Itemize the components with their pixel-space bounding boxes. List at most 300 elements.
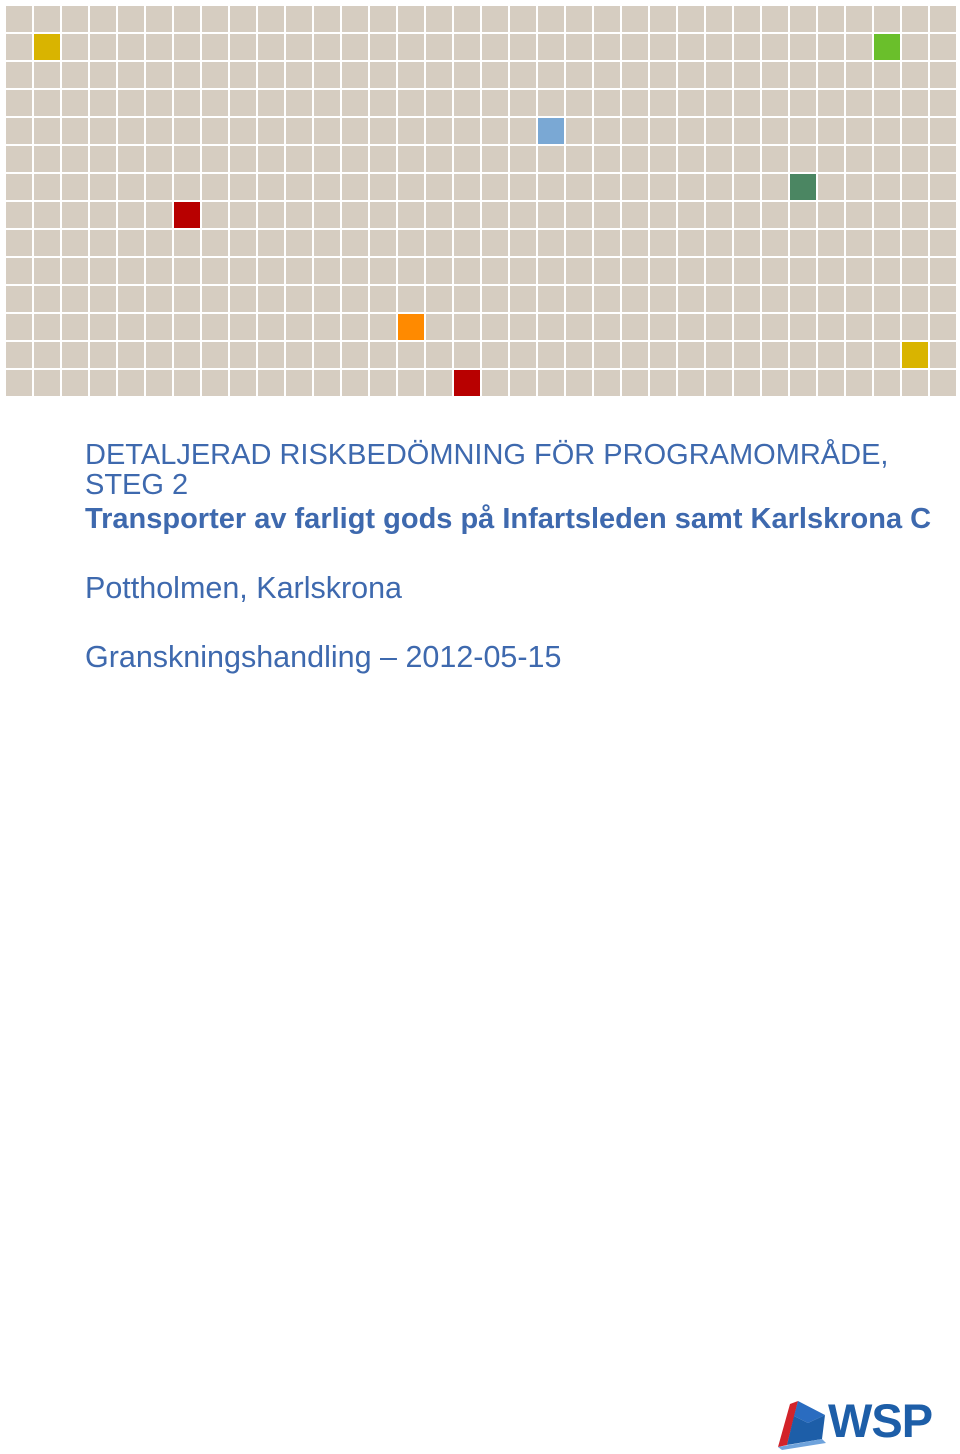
mosaic-cell	[790, 118, 816, 144]
mosaic-cell	[202, 286, 228, 312]
mosaic-cell	[426, 202, 452, 228]
mosaic-cell	[846, 342, 872, 368]
mosaic-cell	[230, 6, 256, 32]
mosaic-cell	[622, 6, 648, 32]
mosaic-cell	[930, 174, 956, 200]
mosaic-cell	[6, 146, 32, 172]
mosaic-cell	[874, 6, 900, 32]
mosaic-cell	[370, 370, 396, 396]
mosaic-cell	[566, 34, 592, 60]
mosaic-cell	[874, 62, 900, 88]
mosaic-cell	[706, 370, 732, 396]
mosaic-cell	[230, 230, 256, 256]
mosaic-cell	[678, 174, 704, 200]
mosaic-cell	[706, 314, 732, 340]
mosaic-cell	[650, 202, 676, 228]
mosaic-cell	[426, 342, 452, 368]
mosaic-cell	[734, 202, 760, 228]
mosaic-cell	[370, 6, 396, 32]
mosaic-cell	[118, 258, 144, 284]
mosaic-cell	[818, 202, 844, 228]
mosaic-cell	[538, 286, 564, 312]
mosaic-cell	[650, 370, 676, 396]
mosaic-cell	[930, 6, 956, 32]
mosaic-cell	[650, 314, 676, 340]
mosaic-cell	[370, 146, 396, 172]
mosaic-cell	[146, 90, 172, 116]
mosaic-cell	[734, 34, 760, 60]
mosaic-cell	[706, 258, 732, 284]
mosaic-cell	[510, 230, 536, 256]
mosaic-cell	[90, 118, 116, 144]
mosaic-cell	[202, 118, 228, 144]
mosaic-cell	[930, 286, 956, 312]
mosaic-cell	[286, 34, 312, 60]
mosaic-cell	[258, 34, 284, 60]
mosaic-cell	[230, 342, 256, 368]
mosaic-cell	[566, 146, 592, 172]
mosaic-cell	[90, 174, 116, 200]
mosaic-cell	[846, 174, 872, 200]
mosaic-cell	[118, 230, 144, 256]
mosaic-cell	[622, 258, 648, 284]
mosaic-cell	[762, 90, 788, 116]
mosaic-cell	[90, 146, 116, 172]
mosaic-accent-cell	[398, 314, 424, 340]
logo-wordmark: WSP	[828, 1394, 933, 1447]
mosaic-cell	[762, 146, 788, 172]
mosaic-cell	[510, 146, 536, 172]
mosaic-cell	[790, 34, 816, 60]
mosaic-cell	[90, 314, 116, 340]
mosaic-cell	[734, 6, 760, 32]
mosaic-cell	[678, 202, 704, 228]
mosaic-cell	[398, 146, 424, 172]
mosaic-cell	[594, 370, 620, 396]
mosaic-cell	[202, 90, 228, 116]
mosaic-cell	[538, 230, 564, 256]
mosaic-cell	[930, 370, 956, 396]
mosaic-cell	[566, 90, 592, 116]
mosaic-cell	[762, 286, 788, 312]
mosaic-cell	[314, 342, 340, 368]
mosaic-cell	[706, 174, 732, 200]
mosaic-cell	[398, 118, 424, 144]
mosaic-cell	[622, 34, 648, 60]
mosaic-cell	[6, 258, 32, 284]
mosaic-cell	[342, 202, 368, 228]
title-line-1: DETALJERAD RISKBEDÖMNING FÖR PROGRAMOMRÅDE,	[85, 439, 889, 471]
mosaic-cell	[734, 258, 760, 284]
mosaic-cell	[650, 286, 676, 312]
mosaic-cell	[538, 62, 564, 88]
mosaic-cell	[370, 286, 396, 312]
mosaic-cell	[118, 370, 144, 396]
mosaic-cell	[846, 258, 872, 284]
mosaic-cell	[342, 230, 368, 256]
mosaic-cell	[174, 90, 200, 116]
mosaic-cell	[62, 34, 88, 60]
mosaic-cell	[370, 230, 396, 256]
mosaic-accent-cell	[790, 174, 816, 200]
mosaic-cell	[286, 174, 312, 200]
mosaic-cell	[902, 90, 928, 116]
mosaic-cell	[118, 62, 144, 88]
mosaic-cell	[146, 118, 172, 144]
mosaic-cell	[790, 342, 816, 368]
mosaic-cell	[482, 174, 508, 200]
mosaic-cell	[762, 258, 788, 284]
mosaic-cell	[62, 286, 88, 312]
mosaic-cell	[762, 6, 788, 32]
mosaic-cell	[818, 314, 844, 340]
mosaic-cell	[398, 286, 424, 312]
mosaic-cell	[314, 62, 340, 88]
mosaic-accent-cell	[454, 370, 480, 396]
mosaic-cell	[90, 258, 116, 284]
mosaic-cell	[90, 6, 116, 32]
mosaic-cell	[6, 230, 32, 256]
mosaic-cell	[902, 118, 928, 144]
mosaic-cell	[342, 370, 368, 396]
mosaic-cell	[510, 62, 536, 88]
mosaic-cell	[594, 90, 620, 116]
mosaic-cell	[482, 342, 508, 368]
mosaic-cell	[146, 34, 172, 60]
mosaic-cell	[426, 146, 452, 172]
mosaic-cell	[678, 118, 704, 144]
mosaic-cell	[314, 202, 340, 228]
mosaic-cell	[622, 230, 648, 256]
mosaic-cell	[818, 342, 844, 368]
mosaic-cell	[174, 314, 200, 340]
mosaic-accent-cell	[34, 34, 60, 60]
mosaic-cell	[510, 370, 536, 396]
mosaic-cell	[314, 90, 340, 116]
mosaic-cell	[538, 202, 564, 228]
mosaic-cell	[230, 34, 256, 60]
mosaic-cell	[482, 314, 508, 340]
mosaic-cell	[118, 90, 144, 116]
mosaic-cell	[734, 90, 760, 116]
mosaic-cell	[454, 202, 480, 228]
mosaic-cell	[874, 118, 900, 144]
mosaic-cell	[762, 370, 788, 396]
mosaic-cell	[426, 174, 452, 200]
mosaic-cell	[566, 258, 592, 284]
mosaic-cell	[622, 370, 648, 396]
mosaic-cell	[258, 146, 284, 172]
mosaic-cell	[482, 370, 508, 396]
mosaic-cell	[622, 342, 648, 368]
mosaic-cell	[790, 90, 816, 116]
mosaic-cell	[818, 90, 844, 116]
mosaic-cell	[6, 370, 32, 396]
mosaic-cell	[510, 258, 536, 284]
mosaic-cell	[342, 34, 368, 60]
mosaic-cell	[706, 118, 732, 144]
mosaic-cell	[538, 90, 564, 116]
mosaic-cell	[342, 314, 368, 340]
mosaic-cell	[510, 314, 536, 340]
mosaic-cell	[678, 34, 704, 60]
mosaic-cell	[146, 286, 172, 312]
mosaic-cell	[342, 6, 368, 32]
mosaic-cell	[706, 146, 732, 172]
mosaic-cell	[426, 118, 452, 144]
mosaic-cell	[566, 314, 592, 340]
mosaic-cell	[594, 174, 620, 200]
mosaic-cell	[426, 370, 452, 396]
mosaic-cell	[454, 342, 480, 368]
mosaic-cell	[286, 202, 312, 228]
wsp-logo-mark-icon	[777, 1398, 827, 1450]
mosaic-cell	[202, 174, 228, 200]
mosaic-cell	[482, 62, 508, 88]
mosaic-cell	[286, 90, 312, 116]
mosaic-accent-cell	[902, 342, 928, 368]
mosaic-cell	[454, 286, 480, 312]
mosaic-cell	[874, 314, 900, 340]
mosaic-cell	[398, 230, 424, 256]
mosaic-cell	[370, 118, 396, 144]
mosaic-cell	[342, 62, 368, 88]
mosaic-cell	[342, 146, 368, 172]
mosaic-cell	[6, 314, 32, 340]
mosaic-cell	[874, 202, 900, 228]
mosaic-cell	[286, 258, 312, 284]
mosaic-cell	[790, 202, 816, 228]
mosaic-cell	[146, 62, 172, 88]
mosaic-cell	[62, 90, 88, 116]
mosaic-cell	[706, 6, 732, 32]
mosaic-cell	[930, 314, 956, 340]
mosaic-cell	[510, 118, 536, 144]
mosaic-cell	[538, 258, 564, 284]
mosaic-cell	[90, 34, 116, 60]
mosaic-cell	[650, 90, 676, 116]
mosaic-cell	[846, 202, 872, 228]
mosaic-cell	[398, 342, 424, 368]
mosaic-cell	[258, 90, 284, 116]
mosaic-cell	[874, 286, 900, 312]
mosaic-cell	[734, 314, 760, 340]
mosaic-cell	[706, 342, 732, 368]
mosaic-cell	[482, 90, 508, 116]
mosaic-cell	[566, 6, 592, 32]
mosaic-cell	[202, 314, 228, 340]
mosaic-cell	[538, 6, 564, 32]
mosaic-cell	[594, 314, 620, 340]
mosaic-cell	[902, 6, 928, 32]
mosaic-cell	[90, 286, 116, 312]
mosaic-cell	[174, 118, 200, 144]
mosaic-cell	[398, 258, 424, 284]
mosaic-cell	[398, 6, 424, 32]
mosaic-cell	[314, 34, 340, 60]
mosaic-cell	[818, 146, 844, 172]
mosaic-cell	[230, 286, 256, 312]
mosaic-cell	[370, 174, 396, 200]
mosaic-cell	[622, 202, 648, 228]
mosaic-cell	[538, 146, 564, 172]
mosaic-cell	[678, 6, 704, 32]
mosaic-cell	[258, 118, 284, 144]
mosaic-cell	[706, 90, 732, 116]
mosaic-cell	[650, 146, 676, 172]
mosaic-cell	[62, 174, 88, 200]
mosaic-cell	[930, 202, 956, 228]
mosaic-cell	[902, 286, 928, 312]
mosaic-cell	[482, 202, 508, 228]
mosaic-cell	[34, 370, 60, 396]
mosaic-cell	[174, 230, 200, 256]
mosaic-cell	[398, 62, 424, 88]
mosaic-cell	[118, 146, 144, 172]
mosaic-cell	[286, 118, 312, 144]
mosaic-cell	[62, 6, 88, 32]
mosaic-cell	[370, 258, 396, 284]
mosaic-cell	[846, 370, 872, 396]
mosaic-cell	[454, 34, 480, 60]
mosaic-cell	[258, 230, 284, 256]
mosaic-cell	[846, 314, 872, 340]
mosaic-cell	[398, 90, 424, 116]
mosaic-cell	[790, 370, 816, 396]
mosaic-cell	[790, 258, 816, 284]
mosaic-cell	[650, 342, 676, 368]
mosaic-cell	[538, 370, 564, 396]
mosaic-cell	[370, 34, 396, 60]
mosaic-cell	[286, 6, 312, 32]
mosaic-cell	[902, 230, 928, 256]
mosaic-cell	[90, 342, 116, 368]
mosaic-cell	[846, 286, 872, 312]
mosaic-cell	[118, 342, 144, 368]
mosaic-cell	[734, 370, 760, 396]
mosaic-cell	[342, 118, 368, 144]
mosaic-cell	[594, 258, 620, 284]
mosaic-cell	[34, 62, 60, 88]
mosaic-cell	[34, 202, 60, 228]
mosaic-cell	[566, 230, 592, 256]
mosaic-cell	[818, 286, 844, 312]
mosaic-cell	[90, 90, 116, 116]
mosaic-cell	[62, 118, 88, 144]
mosaic-cell	[930, 146, 956, 172]
mosaic-cell	[762, 342, 788, 368]
mosaic-cell	[174, 6, 200, 32]
mosaic-cell	[286, 146, 312, 172]
mosaic-cell	[818, 62, 844, 88]
mosaic-cell	[734, 174, 760, 200]
mosaic-cell	[818, 34, 844, 60]
mosaic-cell	[874, 370, 900, 396]
mosaic-cell	[566, 174, 592, 200]
mosaic-cell	[622, 174, 648, 200]
mosaic-accent-cell	[538, 118, 564, 144]
mosaic-cell	[90, 62, 116, 88]
mosaic-cell	[874, 230, 900, 256]
mosaic-cell	[6, 34, 32, 60]
mosaic-cell	[734, 342, 760, 368]
mosaic-cell	[202, 258, 228, 284]
mosaic-cell	[622, 314, 648, 340]
mosaic-cell	[34, 174, 60, 200]
mosaic-cell	[146, 174, 172, 200]
mosaic-cell	[538, 34, 564, 60]
mosaic-cell	[454, 146, 480, 172]
mosaic-cell	[314, 6, 340, 32]
mosaic-cell	[258, 342, 284, 368]
mosaic-cell	[6, 118, 32, 144]
mosaic-cell	[230, 202, 256, 228]
mosaic-cell	[902, 62, 928, 88]
mosaic-cell	[650, 230, 676, 256]
mosaic-cell	[510, 90, 536, 116]
mosaic-cell	[594, 6, 620, 32]
mosaic-cell	[286, 370, 312, 396]
mosaic-cell	[314, 286, 340, 312]
mosaic-cell	[118, 314, 144, 340]
mosaic-cell	[594, 286, 620, 312]
mosaic-cell	[146, 370, 172, 396]
mosaic-cell	[762, 174, 788, 200]
mosaic-cell	[314, 230, 340, 256]
mosaic-cell	[566, 286, 592, 312]
mosaic-cell	[398, 202, 424, 228]
mosaic-cell	[594, 62, 620, 88]
mosaic-cell	[314, 370, 340, 396]
mosaic-cell	[118, 286, 144, 312]
mosaic-cell	[286, 62, 312, 88]
mosaic-cell	[146, 6, 172, 32]
mosaic-cell	[62, 370, 88, 396]
mosaic-cell	[146, 258, 172, 284]
mosaic-cell	[678, 314, 704, 340]
decorative-mosaic	[6, 6, 958, 398]
mosaic-cell	[230, 118, 256, 144]
mosaic-cell	[510, 202, 536, 228]
mosaic-cell	[846, 62, 872, 88]
mosaic-cell	[762, 230, 788, 256]
mosaic-cell	[342, 90, 368, 116]
mosaic-cell	[706, 62, 732, 88]
mosaic-cell	[34, 258, 60, 284]
mosaic-cell	[538, 174, 564, 200]
mosaic-cell	[6, 342, 32, 368]
mosaic-cell	[230, 62, 256, 88]
mosaic-cell	[342, 174, 368, 200]
mosaic-cell	[230, 258, 256, 284]
mosaic-cell	[930, 342, 956, 368]
mosaic-cell	[202, 6, 228, 32]
mosaic-cell	[426, 62, 452, 88]
mosaic-cell	[34, 90, 60, 116]
mosaic-cell	[426, 258, 452, 284]
mosaic-cell	[734, 286, 760, 312]
mosaic-cell	[286, 342, 312, 368]
mosaic-cell	[314, 146, 340, 172]
mosaic-cell	[874, 258, 900, 284]
mosaic-cell	[594, 118, 620, 144]
title-line-2: STEG 2	[85, 469, 189, 501]
mosaic-cell	[510, 342, 536, 368]
mosaic-cell	[426, 314, 452, 340]
mosaic-cell	[762, 202, 788, 228]
mosaic-cell	[846, 90, 872, 116]
mosaic-cell	[930, 90, 956, 116]
